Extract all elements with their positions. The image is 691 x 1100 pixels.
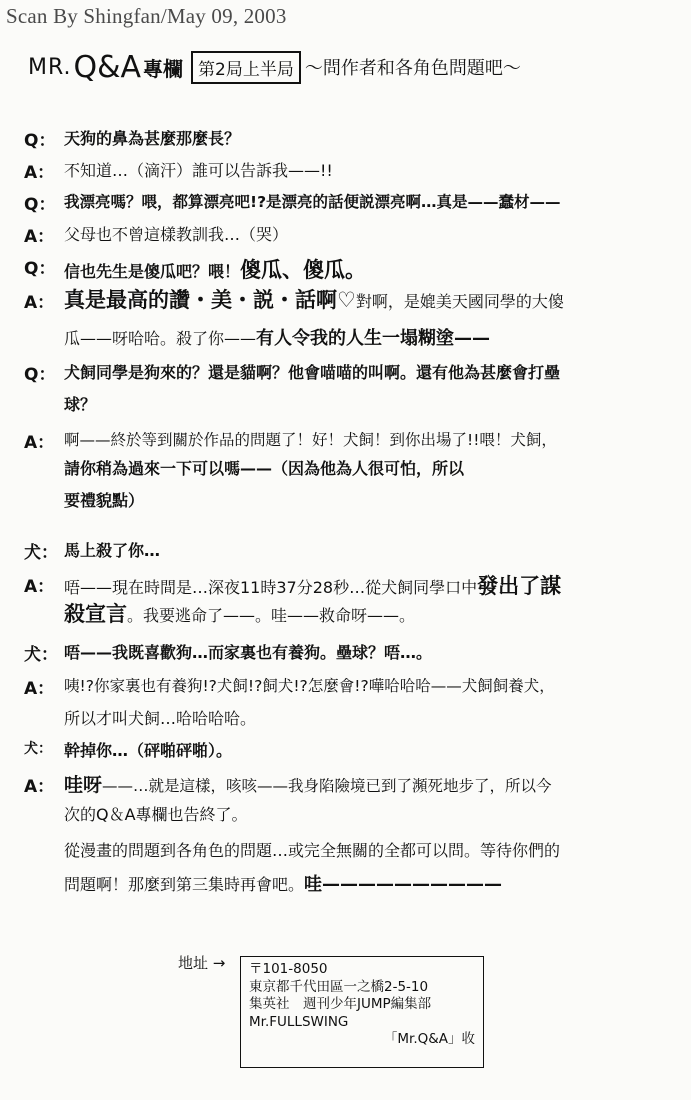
line-text: 啊——終於等到關於作品的問題了！好！犬飼！到你出場了!!喂！犬飼， <box>64 431 557 449</box>
line-text-emphasis: 發出了謀 <box>477 574 562 598</box>
line-text <box>64 254 366 284</box>
speaker-label: A： <box>24 577 55 597</box>
line-text <box>64 770 552 797</box>
header-mr: MR. <box>28 54 72 80</box>
line-text <box>64 570 561 600</box>
line-text-normal: 瓜——呀哈哈。殺了你—— <box>64 329 257 348</box>
line-text-normal: ——…就是這樣，咳咳——我身陷險境已到了瀕死地步了，所以今 <box>102 777 552 795</box>
line-text-emphasis: 殺宣言 <box>64 602 127 626</box>
line-text: 所以才叫犬飼…哈哈哈哈。 <box>64 709 257 728</box>
header-qa: Q&A <box>73 49 142 85</box>
address-postal: 〒101-8050 <box>249 961 328 977</box>
address-line: 東京都千代田區一之橋2-5-10 <box>249 978 429 995</box>
line-text: 幹掉你…（砰啪砰啪）。 <box>64 741 233 760</box>
speaker-label: 犬： <box>24 645 58 665</box>
speaker-label: A： <box>24 777 55 797</box>
line-text: 不知道…（滴汗）誰可以告訴我——!! <box>64 161 333 180</box>
speaker-label: 犬： <box>24 543 58 563</box>
header-subtitle: ～問作者和各角色問題吧～ <box>304 58 521 79</box>
line-text-emphasis: 有人令我的人生一塌糊塗—— <box>256 328 491 349</box>
address-box <box>240 956 484 1068</box>
line-text-emphasis: 哇—————————— <box>304 874 503 895</box>
line-text-emphasis: 真是最高的讚・美・説・話啊♡ <box>64 288 356 312</box>
header-column: 專欄 <box>143 56 184 81</box>
line-text: 天狗的鼻為甚麼那麼長？ <box>64 129 241 148</box>
line-text: 我漂亮嗎？喂，都算漂亮吧!?是漂亮的話便説漂亮啊…真是——蠢材—— <box>64 193 561 211</box>
address-line: 集英社 週刊少年JUMP編集部 <box>249 996 432 1012</box>
line-text: 咦!?你家裏也有養狗!?犬飼!?飼犬!?怎麼會!?嘩哈哈哈——犬飼飼養犬， <box>64 677 555 695</box>
speaker-label: Q： <box>24 365 56 385</box>
line-text <box>64 324 490 350</box>
round-box: 第2局上半局 <box>191 51 301 84</box>
address-line: Mr.FULLSWING <box>249 1013 349 1030</box>
line-text-normal: 唔——現在時間是…深夜11時37分28秒…從犬飼同學口中 <box>64 578 478 597</box>
line-text: 唔——我既喜歡狗…而家裏也有養狗。壘球？唔…。 <box>64 643 433 662</box>
speaker-label: 犬： <box>24 741 52 757</box>
column-header <box>28 50 521 84</box>
line-text <box>64 870 502 896</box>
line-text-normal: 問題啊！那麼到第三集時再會吧。 <box>64 875 305 894</box>
line-text-normal: 信也先生是傻瓜吧？喂！ <box>64 262 241 281</box>
line-text: 球？ <box>64 395 97 414</box>
line-text: 父母也不曾這樣教訓我…（哭） <box>64 225 289 244</box>
speaker-label: A： <box>24 679 55 699</box>
line-text <box>64 284 564 314</box>
line-text-emphasis: 哇呀 <box>64 774 103 796</box>
address-label: 地址 → <box>178 954 226 972</box>
line-text: 次的Q＆A專欄也告終了。 <box>64 805 248 824</box>
speaker-label: A： <box>24 433 55 453</box>
line-text: 馬上殺了你… <box>64 541 161 560</box>
line-text: 從漫畫的問題到各角色的問題…或完全無關的全都可以問。等待你們的 <box>64 841 561 860</box>
line-text-normal: 。我要逃命了——。哇——救命呀——。 <box>127 606 416 625</box>
speaker-label: Q： <box>24 195 56 215</box>
scan-credit: Scan By Shingfan/May 09, 2003 <box>6 4 287 28</box>
speaker-label: Q： <box>24 131 56 151</box>
speaker-label: A： <box>24 293 55 313</box>
line-text <box>64 598 415 628</box>
line-text-emphasis: 傻瓜、傻瓜。 <box>240 258 367 282</box>
speaker-label: A： <box>24 227 55 247</box>
line-text-emphasis: 要禮貌點） <box>64 491 145 510</box>
line-text: 犬飼同學是狗來的？還是貓啊？他會喵喵的叫啊。還有他為甚麼會打壘 <box>64 363 561 382</box>
address-line: 「Mr.Q&A」收 <box>383 1031 475 1047</box>
line-text-normal: 對啊，是媲美天國同學的大傻 <box>355 292 564 311</box>
speaker-label: Q： <box>24 259 56 279</box>
speaker-label: A： <box>24 163 55 183</box>
line-text-emphasis: 請你稍為過來一下可以嗎——（因為他為人很可怕，所以 <box>64 459 465 478</box>
